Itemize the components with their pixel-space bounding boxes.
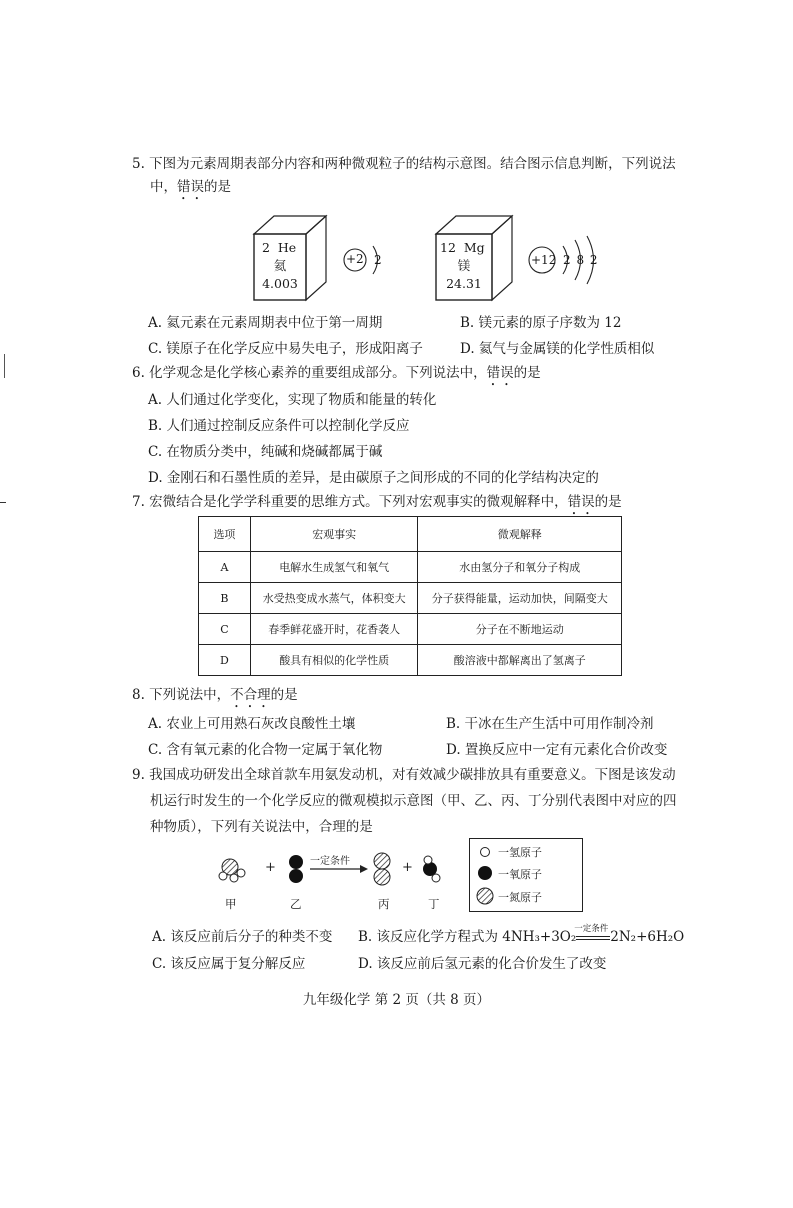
h2o-molecule-icon: [423, 856, 440, 882]
q5-option-d: D. 氦气与金属镁的化学性质相似: [460, 341, 655, 357]
plus-sign-2: +: [402, 860, 413, 875]
table-header-row: [199, 517, 622, 552]
hydrogen-atom-icon: [481, 848, 490, 857]
table-cell: 电解水生成氢气和氧气: [250, 552, 418, 583]
reaction-condition: 一定条件: [310, 856, 350, 867]
o2-molecule-icon: [289, 855, 303, 883]
label-bing: 丙: [378, 897, 390, 911]
table-row: [199, 614, 622, 645]
q6-stem: 6. 化学观念是化学核心素养的重要组成部分。下列说法中，错误的是: [132, 365, 541, 381]
q6-option-d: D. 金刚石和石墨性质的差异，是由碳原子之间形成的不同的化学结构决定的: [148, 470, 599, 486]
q9-option-c: C. 该反应属于复分解反应: [152, 956, 306, 972]
mg-shell-electrons: 2 8 2: [563, 253, 598, 267]
label-jia: 甲: [225, 897, 237, 911]
table-cell: 春季鲜花盛开时，花香袭人: [250, 614, 418, 645]
q8-option-c: C. 含有氧元素的化合物一定属于氧化物: [148, 742, 383, 758]
q5-option-b: B. 镁元素的原子序数为 12: [460, 315, 622, 331]
oxygen-atom-icon: [478, 866, 492, 880]
q5-option-c: C. 镁原子在化学反应中易失电子，形成阳离子: [148, 341, 423, 357]
mg-element-card: 12 Mg: [440, 240, 485, 255]
table-cell: 分子获得能量，运动加快，间隔变大: [418, 583, 622, 614]
mg-name: 镁: [457, 258, 471, 273]
q6-option-b: B. 人们通过控制反应条件可以控制化学反应: [148, 418, 410, 434]
table-cell: D: [199, 645, 251, 676]
table-row: [199, 552, 622, 583]
table-row: [199, 583, 622, 614]
q8-stem: 8. 下列说法中，不合理的是: [132, 687, 298, 703]
mg-nucleus-charge: +12: [531, 253, 557, 267]
he-nucleus-charge: +2: [346, 252, 364, 266]
label-ding: 丁: [428, 897, 440, 911]
table-row: [199, 645, 622, 676]
label-yi: 乙: [290, 897, 302, 911]
he-shell-electrons: 2: [374, 253, 382, 267]
legend-hydrogen: 一氢原子: [498, 846, 542, 859]
nh3-molecule-icon: [219, 859, 245, 882]
q9-stem-line1: 9. 我国成功研发出全球首款车用氨发动机，对有效减少碳排放具有重要意义。下图是该发动: [132, 767, 676, 783]
mg-mass: 24.31: [446, 276, 482, 291]
q5-option-a: A. 氦元素在元素周期表中位于第一周期: [148, 315, 383, 331]
table-cell: 水受热变成水蒸气，体积变大: [250, 583, 418, 614]
margin-mark: [4, 354, 8, 378]
nitrogen-atom-icon: [477, 888, 493, 904]
q9-stem-line3: 种物质），下列有关说法中，合理的是: [150, 819, 373, 835]
page-footer: 九年级化学 第 2 页（共 8 页）: [302, 992, 491, 1008]
he-element-card: 2 He: [262, 240, 297, 255]
q8-option-a: A. 农业上可用熟石灰改良酸性土壤: [148, 716, 356, 732]
table-header-cell: 选项: [199, 517, 251, 552]
he-name: 氦: [273, 258, 287, 273]
legend-nitrogen: 一氮原子: [498, 891, 542, 904]
table-cell: 水由氢分子和氧分子构成: [418, 552, 622, 583]
q6-option-a: A. 人们通过化学变化，实现了物质和能量的转化: [148, 392, 437, 408]
plus-sign-1: +: [265, 860, 276, 875]
he-mass: 4.003: [262, 276, 298, 291]
q8-option-b: B. 干冰在生产生活中可用作制冷剂: [446, 716, 654, 732]
legend-oxygen: 一氧原子: [498, 868, 542, 881]
q5-stem-line2: 中，错误的是: [150, 179, 231, 195]
q7-table: [198, 516, 622, 676]
q9-option-d: D. 该反应前后氢元素的化合价发生了改变: [358, 956, 607, 972]
table-cell: C: [199, 614, 251, 645]
q9-option-a: A. 该反应前后分子的种类不变: [152, 929, 333, 945]
legend-icons: [474, 842, 496, 908]
q6-option-c: C. 在物质分类中，纯碱和烧碱都属于碱: [148, 444, 383, 460]
margin-tick: [0, 502, 6, 503]
table-cell: A: [199, 552, 251, 583]
q9-option-b: B. 该反应化学方程式为 4NH₃+3O₂ 一定条件 2N₂+6H₂O: [358, 928, 684, 946]
table-header-cell: 微观解释: [418, 517, 622, 552]
table-cell: 酸溶液中都解离出了氢离子: [418, 645, 622, 676]
q8-option-d: D. 置换反应中一定有元素化合价改变: [446, 742, 668, 758]
q9-stem-line2: 机运行时发生的一个化学反应的微观模拟示意图（甲、乙、丙、丁分别代表图中对应的四: [150, 793, 677, 809]
q5-stem-line1: 5. 下图为元素周期表部分内容和两种微观粒子的结构示意图。结合图示信息判断，下列说法: [132, 156, 676, 172]
q7-stem: 7. 宏微结合是化学学科重要的思维方式。下列对宏观事实的微观解释中，错误的是: [132, 494, 622, 510]
table-cell: B: [199, 583, 251, 614]
table-header-cell: 宏观事实: [250, 517, 418, 552]
n2-molecule-icon: [374, 853, 390, 885]
equation-condition: 一定条件: [574, 923, 609, 934]
table-cell: 酸具有相似的化学性质: [250, 645, 418, 676]
table-cell: 分子在不断地运动: [418, 614, 622, 645]
